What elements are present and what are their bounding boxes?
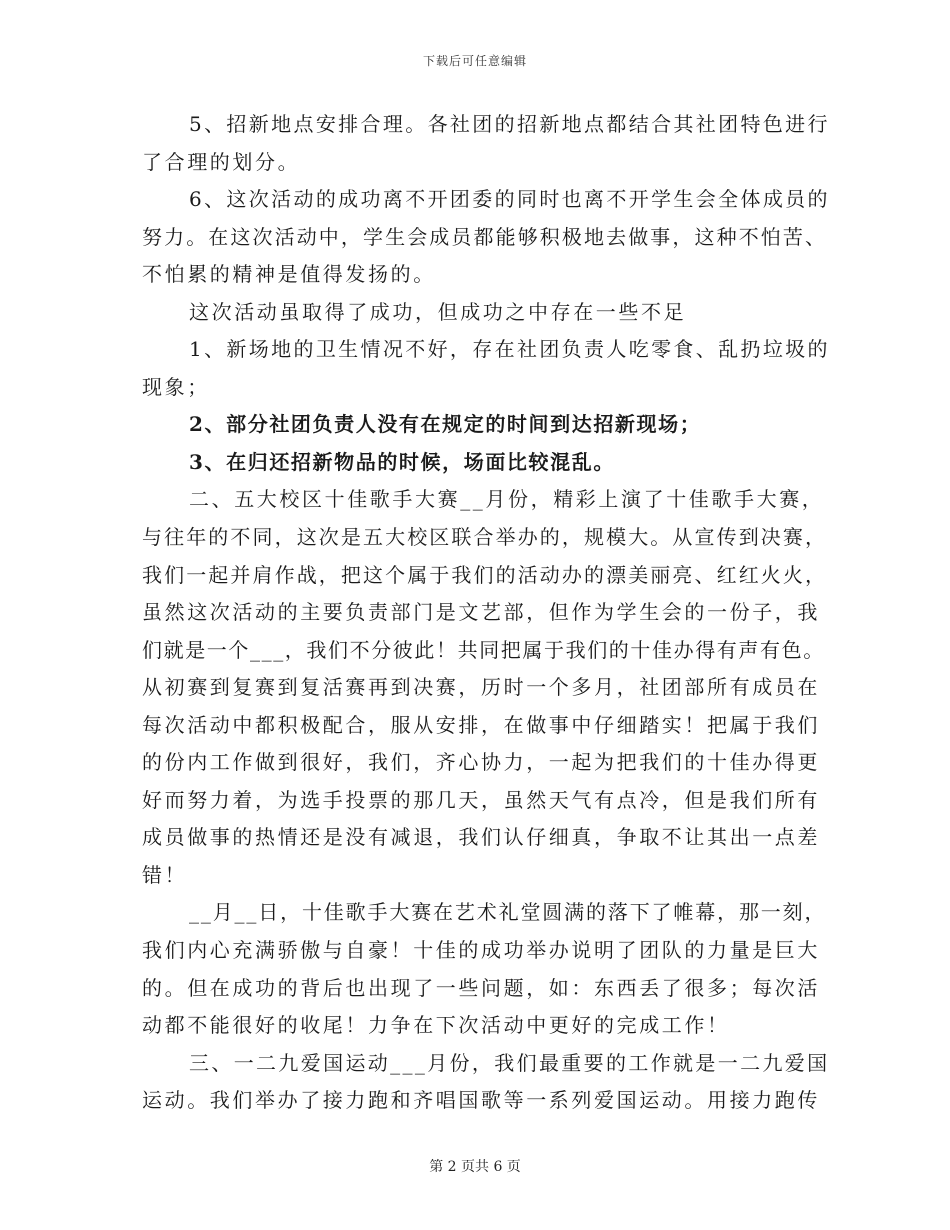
- text-line-bold: 3、在归还招新物品的时候，场面比较混乱。: [189, 449, 615, 474]
- text-line: 我们一起并肩作战，把这个属于我们的活动办的漂美丽亮、红红火火，: [142, 562, 828, 587]
- page-header: 下载后可任意编辑: [422, 54, 527, 68]
- text-line: 与往年的不同，这次是五大校区联合举办的，规模大。从宣传到决赛，: [142, 525, 828, 550]
- text-line: 从初赛到复赛到复活赛再到决赛，历时一个多月，社团部所有成员在: [142, 675, 820, 700]
- text-line: 的份内工作做到很好，我们，齐心协力，一起为把我们的十佳办得更: [142, 750, 820, 775]
- text-line: 现象；: [142, 374, 210, 399]
- text-line: 我们内心充满骄傲与自豪！十佳的成功举办说明了团队的力量是巨大: [142, 938, 820, 963]
- text-line: 成员做事的热情还是没有减退，我们认仔细真，争取不让其出一点差: [142, 825, 820, 850]
- text-line: 了合理的划分。: [142, 149, 301, 174]
- text-line: 虽然这次活动的主要负责部门是文艺部，但作为学生会的一份子，我: [142, 600, 820, 625]
- page-footer: 第 2 页共 6 页: [429, 1159, 521, 1175]
- text-line: __月__日，十佳歌手大赛在艺术礼堂圆满的落下了帷幕，那一刻，: [189, 900, 827, 925]
- text-line: 的。但在成功的背后也出现了一些问题，如：东西丢了很多；每次活: [142, 975, 820, 1000]
- text-line: 努力。在这次活动中，学生会成员都能够积极地去做事，这种不怕苦、: [142, 224, 828, 249]
- text-line: 5、招新地点安排合理。各社团的招新地点都结合其社团特色进行: [189, 112, 830, 136]
- text-line: 运动。我们举办了接力跑和齐唱国歌等一系列爱国运动。用接力跑传: [142, 1088, 820, 1113]
- text-line: 动都不能很好的收尾！力争在下次活动中更好的完成工作！: [142, 1013, 730, 1038]
- text-line: 们就是一个___，我们不分彼此！共同把属于我们的十佳办得有声有色。: [142, 637, 825, 662]
- text-line: 这次活动虽取得了成功，但成功之中存在一些不足: [189, 299, 687, 324]
- text-line: 三、一二九爱国运动___月份，我们最重要的工作就是一二九爱国: [189, 1050, 830, 1075]
- text-line: 不怕累的精神是值得发扬的。: [142, 262, 436, 287]
- text-line: 错！: [142, 862, 188, 887]
- text-line: 好而努力着，为选手投票的那几天，虽然天气有点冷，但是我们所有: [142, 787, 820, 812]
- text-line: 每次活动中都积极配合，服从安排，在做事中仔细踏实！把属于我们: [142, 712, 820, 737]
- text-line: 6、这次活动的成功离不开团委的同时也离不开学生会全体成员的: [189, 187, 830, 212]
- text-line: 1、新场地的卫生情况不好，存在社团负责人吃零食、乱扔垃圾的: [189, 337, 830, 362]
- text-line: 二、五大校区十佳歌手大赛__月份，精彩上演了十佳歌手大赛，: [189, 487, 825, 512]
- text-line-bold: 2、部分社团负责人没有在规定的时间到达招新现场；: [189, 412, 702, 437]
- document-body: [142, 106, 832, 1120]
